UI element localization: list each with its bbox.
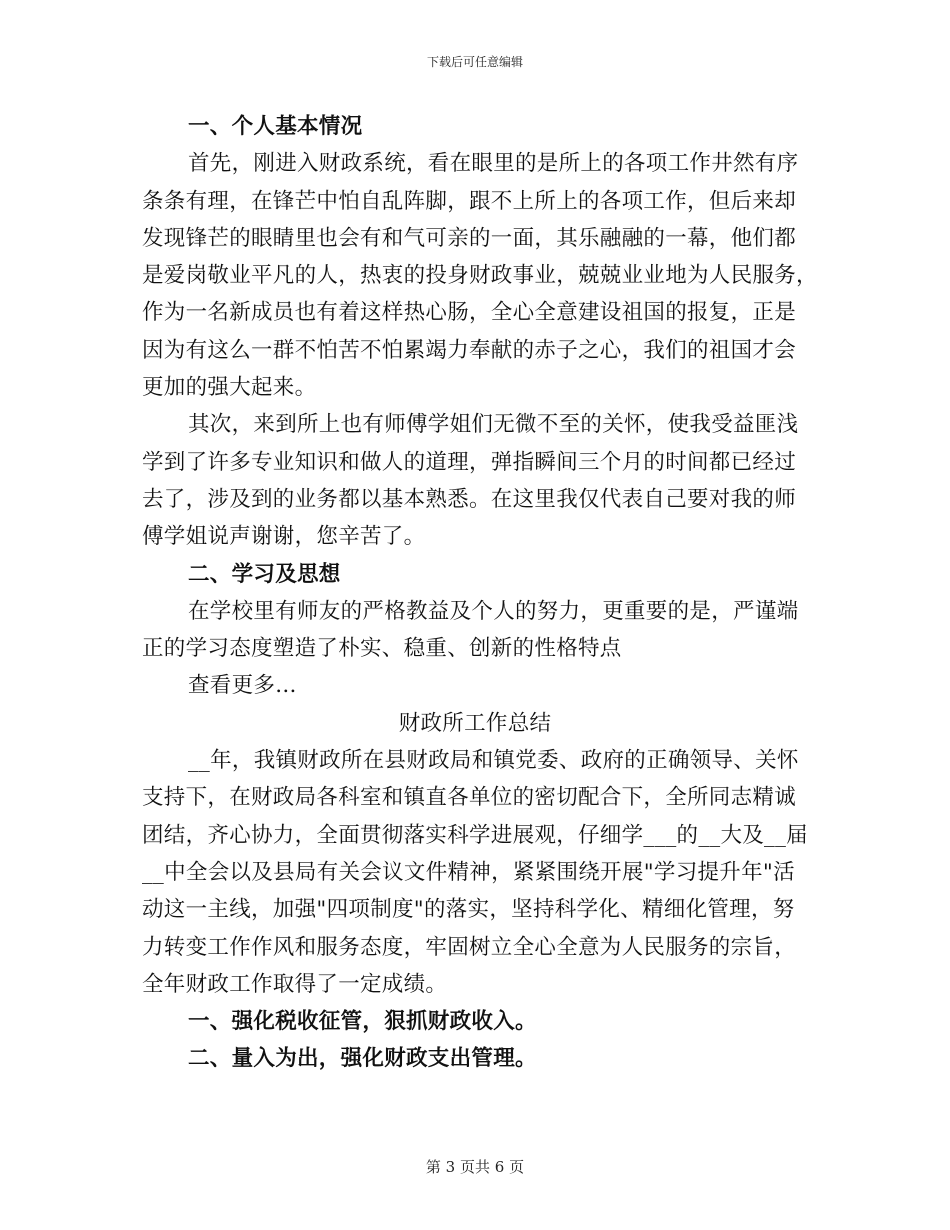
paragraph-line: 全年财政工作取得了一定成绩。 bbox=[142, 971, 448, 997]
paragraph-line: __年，我镇财政所在县财政局和镇党委、政府的正确领导、关怀 bbox=[188, 748, 799, 774]
paragraph-line: 是爱岗敬业平凡的人，热衷的投身财政事业，兢兢业业地为人民服务， bbox=[142, 263, 818, 289]
paragraph-line: 支持下，在财政局各科室和镇直各单位的密切配合下，全所同志精诚 bbox=[142, 785, 797, 811]
page-number: 第 3 页共 6 页 bbox=[425, 1158, 525, 1176]
paragraph-line: 作为一名新成员也有着这样热心肠，全心全意建设祖国的报复，正是 bbox=[142, 300, 797, 326]
section-heading: 一、强化税收征管，狠抓财政收入。 bbox=[188, 1009, 537, 1035]
paragraph-line: 力转变工作作风和服务态度，牢固树立全心全意为人民服务的宗旨， bbox=[142, 934, 797, 960]
section-heading: 二、量入为出，强化财政支出管理。 bbox=[188, 1046, 537, 1072]
document-body bbox=[142, 108, 818, 1078]
paragraph-line: 团结，齐心协力，全面贯彻落实科学进展观，仔细学___的__大及__届 bbox=[142, 822, 808, 848]
see-more-text: 查看更多... bbox=[188, 673, 297, 699]
paragraph-line: 其次，来到所上也有师傅学姐们无微不至的关怀，使我受益匪浅 bbox=[188, 412, 799, 438]
paragraph-line: 条条有理，在锋芒中怕自乱阵脚，跟不上所上的各项工作，但后来却 bbox=[142, 188, 797, 214]
section-heading: 二、学习及思想 bbox=[188, 561, 341, 587]
paragraph-line: 正的学习态度塑造了朴实、稳重、创新的性格特点 bbox=[142, 636, 622, 662]
paragraph-line: 动这一主线，加强"四项制度"的落实，坚持科学化、精细化管理，努 bbox=[142, 897, 795, 923]
page-header-note: 下载后可任意编辑 bbox=[426, 55, 523, 69]
paragraph-line: 更加的强大起来。 bbox=[142, 375, 317, 401]
paragraph-line: __中全会以及县局有关会议文件精神，紧紧围绕开展"学习提升年"活 bbox=[142, 859, 795, 885]
paragraph-line: 在学校里有师友的严格教益及个人的努力，更重要的是，严谨端 bbox=[188, 598, 799, 624]
paragraph-line: 因为有这么一群不怕苦不怕累竭力奉献的赤子之心，我们的祖国才会 bbox=[142, 337, 797, 363]
paragraph-line: 发现锋芒的眼睛里也会有和气可亲的一面，其乐融融的一幕，他们都 bbox=[142, 225, 797, 251]
section-heading: 一、个人基本情况 bbox=[188, 114, 363, 139]
paragraph-line: 首先，刚进入财政系统，看在眼里的是所上的各项工作井然有序 bbox=[188, 151, 799, 177]
paragraph-line: 傅学姐说声谢谢，您辛苦了。 bbox=[142, 524, 426, 550]
paragraph-line: 去了，涉及到的业务都以基本熟悉。在这里我仅代表自己要对我的师 bbox=[142, 486, 797, 512]
paragraph-line: 学到了许多专业知识和做人的道理，弹指瞬间三个月的时间都已经过 bbox=[142, 449, 797, 475]
document-title: 财政所工作总结 bbox=[398, 710, 552, 736]
